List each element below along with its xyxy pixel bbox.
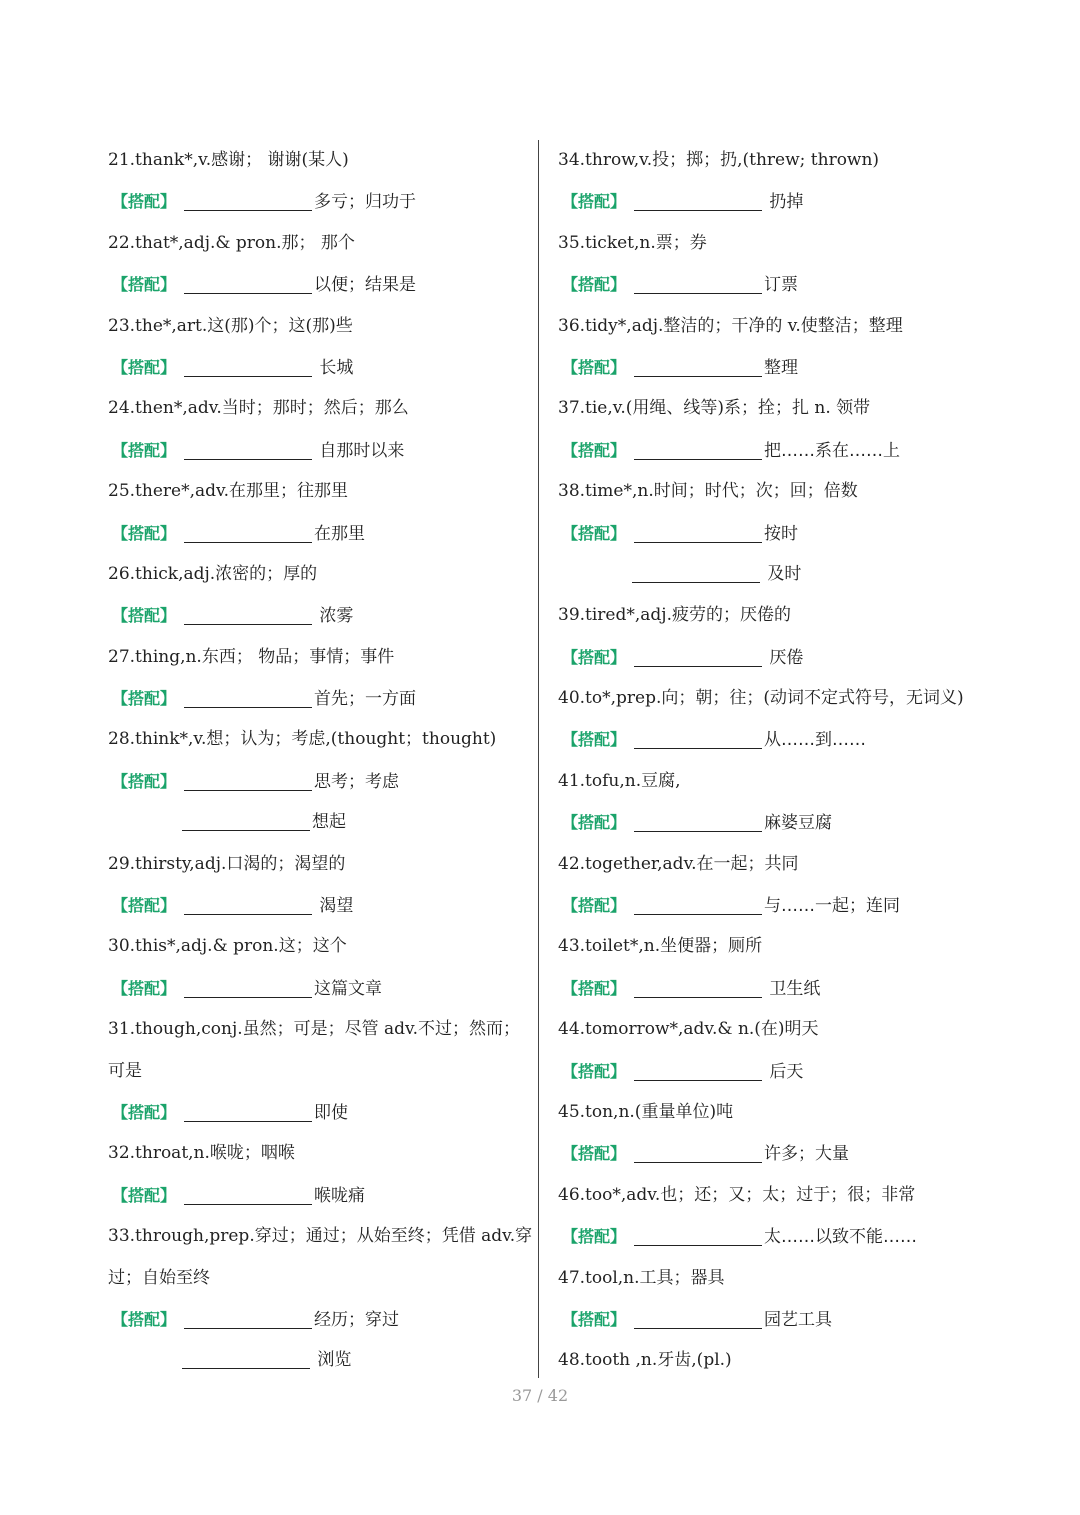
fill-in-blank[interactable] — [184, 685, 312, 708]
collocation-tag: 【搭配】 — [112, 275, 177, 295]
fill-in-blank[interactable] — [184, 1182, 312, 1205]
vocab-entry-head: 32.throat,n.喉咙；咽喉 — [108, 1143, 295, 1164]
collocation-tag: 【搭配】 — [562, 523, 627, 543]
collocation-tag: 【搭配】 — [562, 1309, 627, 1329]
collocation-tag: 【搭配】 — [562, 813, 627, 833]
vocab-entry-head: 33.through,prep.穿过；通过；从始至终；凭借 adv.穿 — [108, 1226, 533, 1247]
fill-in-blank[interactable] — [184, 271, 312, 294]
collocation-meaning: 渴望 — [314, 896, 354, 917]
fill-in-blank[interactable] — [182, 808, 310, 831]
page-number: 37 / 42 — [511, 1386, 569, 1405]
collocation-meaning: 扔掉 — [764, 192, 804, 213]
collocation-meaning: 在那里 — [314, 523, 366, 544]
collocation-meaning: 自那时以来 — [314, 440, 405, 461]
fill-in-blank[interactable] — [184, 1306, 312, 1329]
vocab-entry-head: 29.thirsty,adj.口渴的；渴望的 — [108, 853, 346, 874]
collocation-line — [108, 430, 538, 471]
collocation-tag: 【搭配】 — [112, 1102, 177, 1122]
fill-in-blank[interactable] — [184, 892, 312, 915]
vocab-entry-head: 36.tidy*,adj.整洁的；干净的 v.使整洁；整理 — [558, 315, 903, 336]
vocab-entry-head: 27.thing,n.东西； 物品；事情；事件 — [108, 646, 395, 667]
collocation-tag: 【搭配】 — [112, 978, 177, 998]
fill-in-blank[interactable] — [634, 975, 762, 998]
collocation-meaning: 浏览 — [312, 1350, 352, 1371]
collocation-line — [108, 513, 538, 554]
collocation-tag: 【搭配】 — [112, 357, 177, 377]
left-column — [108, 140, 538, 1382]
collocation-line — [108, 1175, 538, 1216]
collocation-meaning: 订票 — [764, 275, 799, 296]
collocation-tag: 【搭配】 — [112, 771, 177, 791]
vocab-entry-head: 24.then*,adv.当时；那时；然后；那么 — [108, 398, 409, 419]
collocation-meaning: 想起 — [312, 812, 346, 833]
collocation-tag: 【搭配】 — [562, 647, 627, 667]
collocation-line — [108, 761, 538, 802]
collocation-meaning: 以便；结果是 — [314, 275, 417, 296]
collocation-tag: 【搭配】 — [112, 440, 177, 460]
collocation-meaning: 麻婆豆腐 — [764, 813, 833, 834]
collocation-meaning: 经历；穿过 — [314, 1309, 400, 1330]
vocab-entry-head: 22.that*,adj.& pron.那； 那个 — [108, 232, 355, 253]
collocation-line — [558, 637, 988, 678]
collocation-meaning: 太……以致不能…… — [764, 1227, 918, 1248]
collocation-line — [558, 347, 988, 388]
vocab-entry-head: 30.this*,adj.& pron.这；这个 — [108, 936, 347, 957]
collocation-tag: 【搭配】 — [562, 1227, 627, 1247]
vocab-entry-head: 48.tooth ,n.牙齿,(pl.) — [558, 1350, 732, 1371]
collocation-tag: 【搭配】 — [112, 606, 177, 626]
collocation-line — [108, 802, 538, 843]
vocab-entry-head-continued: 过；自始至终 — [108, 1267, 210, 1288]
fill-in-blank[interactable] — [634, 188, 762, 211]
collocation-tag: 【搭配】 — [112, 192, 177, 212]
collocation-meaning: 即使 — [314, 1102, 349, 1123]
collocation-line — [108, 595, 538, 636]
collocation-line — [558, 719, 988, 760]
collocation-meaning: 与……一起；连同 — [764, 896, 901, 917]
fill-in-blank[interactable] — [184, 520, 312, 543]
fill-in-blank[interactable] — [184, 602, 312, 625]
vocab-entry-head: 23.the*,art.这(那)个；这(那)些 — [108, 315, 353, 336]
vocab-entry-head: 41.tofu,n.豆腐, — [558, 770, 681, 791]
collocation-meaning: 长城 — [314, 357, 354, 378]
collocation-tag: 【搭配】 — [562, 730, 627, 750]
collocation-meaning: 后天 — [764, 1061, 804, 1082]
vocab-entry-head: 38.time*,n.时间；时代；次；回；倍数 — [558, 481, 858, 502]
collocation-meaning: 从……到…… — [764, 730, 867, 751]
collocation-meaning: 及时 — [762, 563, 802, 584]
collocation-tag: 【搭配】 — [112, 896, 177, 916]
fill-in-blank[interactable] — [182, 1346, 310, 1369]
collocation-tag: 【搭配】 — [562, 440, 627, 460]
vocab-entry-head: 40.to*,prep.向；朝；往；(动词不定式符号，无词义) — [558, 688, 964, 709]
fill-in-blank[interactable] — [634, 1140, 762, 1163]
collocation-meaning: 思考；考虑 — [314, 771, 400, 792]
fill-in-blank[interactable] — [634, 809, 762, 832]
collocation-tag: 【搭配】 — [562, 1144, 627, 1164]
collocation-line — [558, 885, 988, 926]
collocation-tag: 【搭配】 — [112, 523, 177, 543]
collocation-meaning: 整理 — [764, 357, 799, 378]
collocation-meaning: 许多；大量 — [764, 1144, 850, 1165]
collocation-line — [558, 1051, 988, 1092]
collocation-line — [108, 347, 538, 388]
collocation-line — [108, 1092, 538, 1133]
collocation-tag: 【搭配】 — [562, 1061, 627, 1081]
collocation-tag: 【搭配】 — [562, 275, 627, 295]
vocab-entry-head: 46.too*,adv.也；还；又；太；过于；很；非常 — [558, 1184, 916, 1205]
fill-in-blank[interactable] — [634, 726, 762, 749]
vocab-entry-head: 21.thank*,v.感谢； 谢谢(某人) — [108, 150, 349, 170]
vocab-entry-head: 44.tomorrow*,adv.& n.(在)明天 — [558, 1019, 819, 1040]
fill-in-blank[interactable] — [184, 975, 312, 998]
collocation-meaning: 喉咙痛 — [314, 1185, 366, 1206]
fill-in-blank[interactable] — [634, 1058, 762, 1081]
collocation-line — [558, 1299, 988, 1340]
collocation-tag: 【搭配】 — [562, 896, 627, 916]
fill-in-blank[interactable] — [184, 1099, 312, 1122]
collocation-meaning: 首先；一方面 — [314, 689, 417, 710]
collocation-line — [558, 181, 988, 222]
fill-in-blank[interactable] — [632, 560, 760, 583]
collocation-meaning: 多亏；归功于 — [314, 192, 417, 213]
collocation-line — [108, 264, 538, 305]
collocation-tag: 【搭配】 — [562, 357, 627, 377]
vocab-entry-head: 37.tie,v.(用绳、线等)系；拴；扎 n. 领带 — [558, 398, 871, 419]
fill-in-blank[interactable] — [184, 188, 312, 211]
vocab-entry-head: 26.thick,adj.浓密的；厚的 — [108, 563, 318, 584]
fill-in-blank[interactable] — [634, 354, 762, 377]
vocab-entry-head: 47.tool,n.工具；器具 — [558, 1267, 725, 1288]
fill-in-blank[interactable] — [184, 354, 312, 377]
collocation-meaning: 厌倦 — [764, 647, 804, 668]
fill-in-blank[interactable] — [634, 271, 762, 294]
vocab-entry-head: 31.though,conj.虽然；可是；尽管 adv.不过；然而； — [108, 1019, 521, 1040]
vocab-entry-head: 45.ton,n.(重量单位)吨 — [558, 1101, 734, 1122]
collocation-line — [558, 430, 988, 471]
fill-in-blank[interactable] — [634, 1223, 762, 1246]
collocation-line — [108, 678, 538, 719]
fill-in-blank[interactable] — [634, 892, 762, 915]
collocation-tag: 【搭配】 — [112, 1309, 177, 1329]
collocation-meaning: 园艺工具 — [764, 1309, 833, 1330]
collocation-meaning: 这篇文章 — [314, 978, 383, 999]
fill-in-blank[interactable] — [634, 437, 762, 460]
collocation-meaning: 卫生纸 — [764, 978, 821, 999]
vocab-entry-head-continued: 可是 — [108, 1060, 142, 1081]
vocab-entry-head: 25.there*,adv.在那里；往那里 — [108, 481, 348, 502]
collocation-line — [108, 968, 538, 1009]
collocation-line — [108, 1340, 538, 1381]
vocab-entry-head: 34.throw,v.投；掷；扔,(threw; thrown) — [558, 150, 880, 170]
collocation-tag: 【搭配】 — [562, 192, 627, 212]
column-divider — [538, 140, 539, 1378]
collocation-line — [108, 885, 538, 926]
fill-in-blank[interactable] — [634, 1306, 762, 1329]
collocation-line — [558, 968, 988, 1009]
vocab-entry-head: 35.ticket,n.票；券 — [558, 232, 707, 253]
collocation-line — [558, 554, 988, 595]
collocation-line — [558, 513, 988, 554]
vocab-entry-head: 28.think*,v.想；认为；考虑,(thought；thought) — [108, 729, 497, 750]
collocation-line — [558, 1216, 988, 1257]
vocab-entry-head: 43.toilet*,n.坐便器；厕所 — [558, 936, 763, 957]
collocation-line — [558, 1133, 988, 1174]
fill-in-blank[interactable] — [634, 644, 762, 667]
collocation-line — [108, 181, 538, 222]
collocation-meaning: 把……系在……上 — [764, 440, 901, 461]
right-column — [558, 140, 988, 1382]
collocation-meaning: 浓雾 — [314, 606, 354, 627]
collocation-line — [108, 1299, 538, 1340]
fill-in-blank[interactable] — [184, 437, 312, 460]
collocation-tag: 【搭配】 — [112, 689, 177, 709]
fill-in-blank[interactable] — [634, 520, 762, 543]
collocation-line — [558, 802, 988, 843]
collocation-line — [558, 264, 988, 305]
collocation-tag: 【搭配】 — [562, 978, 627, 998]
vocab-entry-head: 39.tired*,adj.疲劳的；厌倦的 — [558, 605, 791, 626]
collocation-meaning: 按时 — [764, 523, 799, 544]
fill-in-blank[interactable] — [184, 768, 312, 791]
vocab-entry-head: 42.together,adv.在一起；共同 — [558, 853, 799, 874]
collocation-tag: 【搭配】 — [112, 1185, 177, 1205]
